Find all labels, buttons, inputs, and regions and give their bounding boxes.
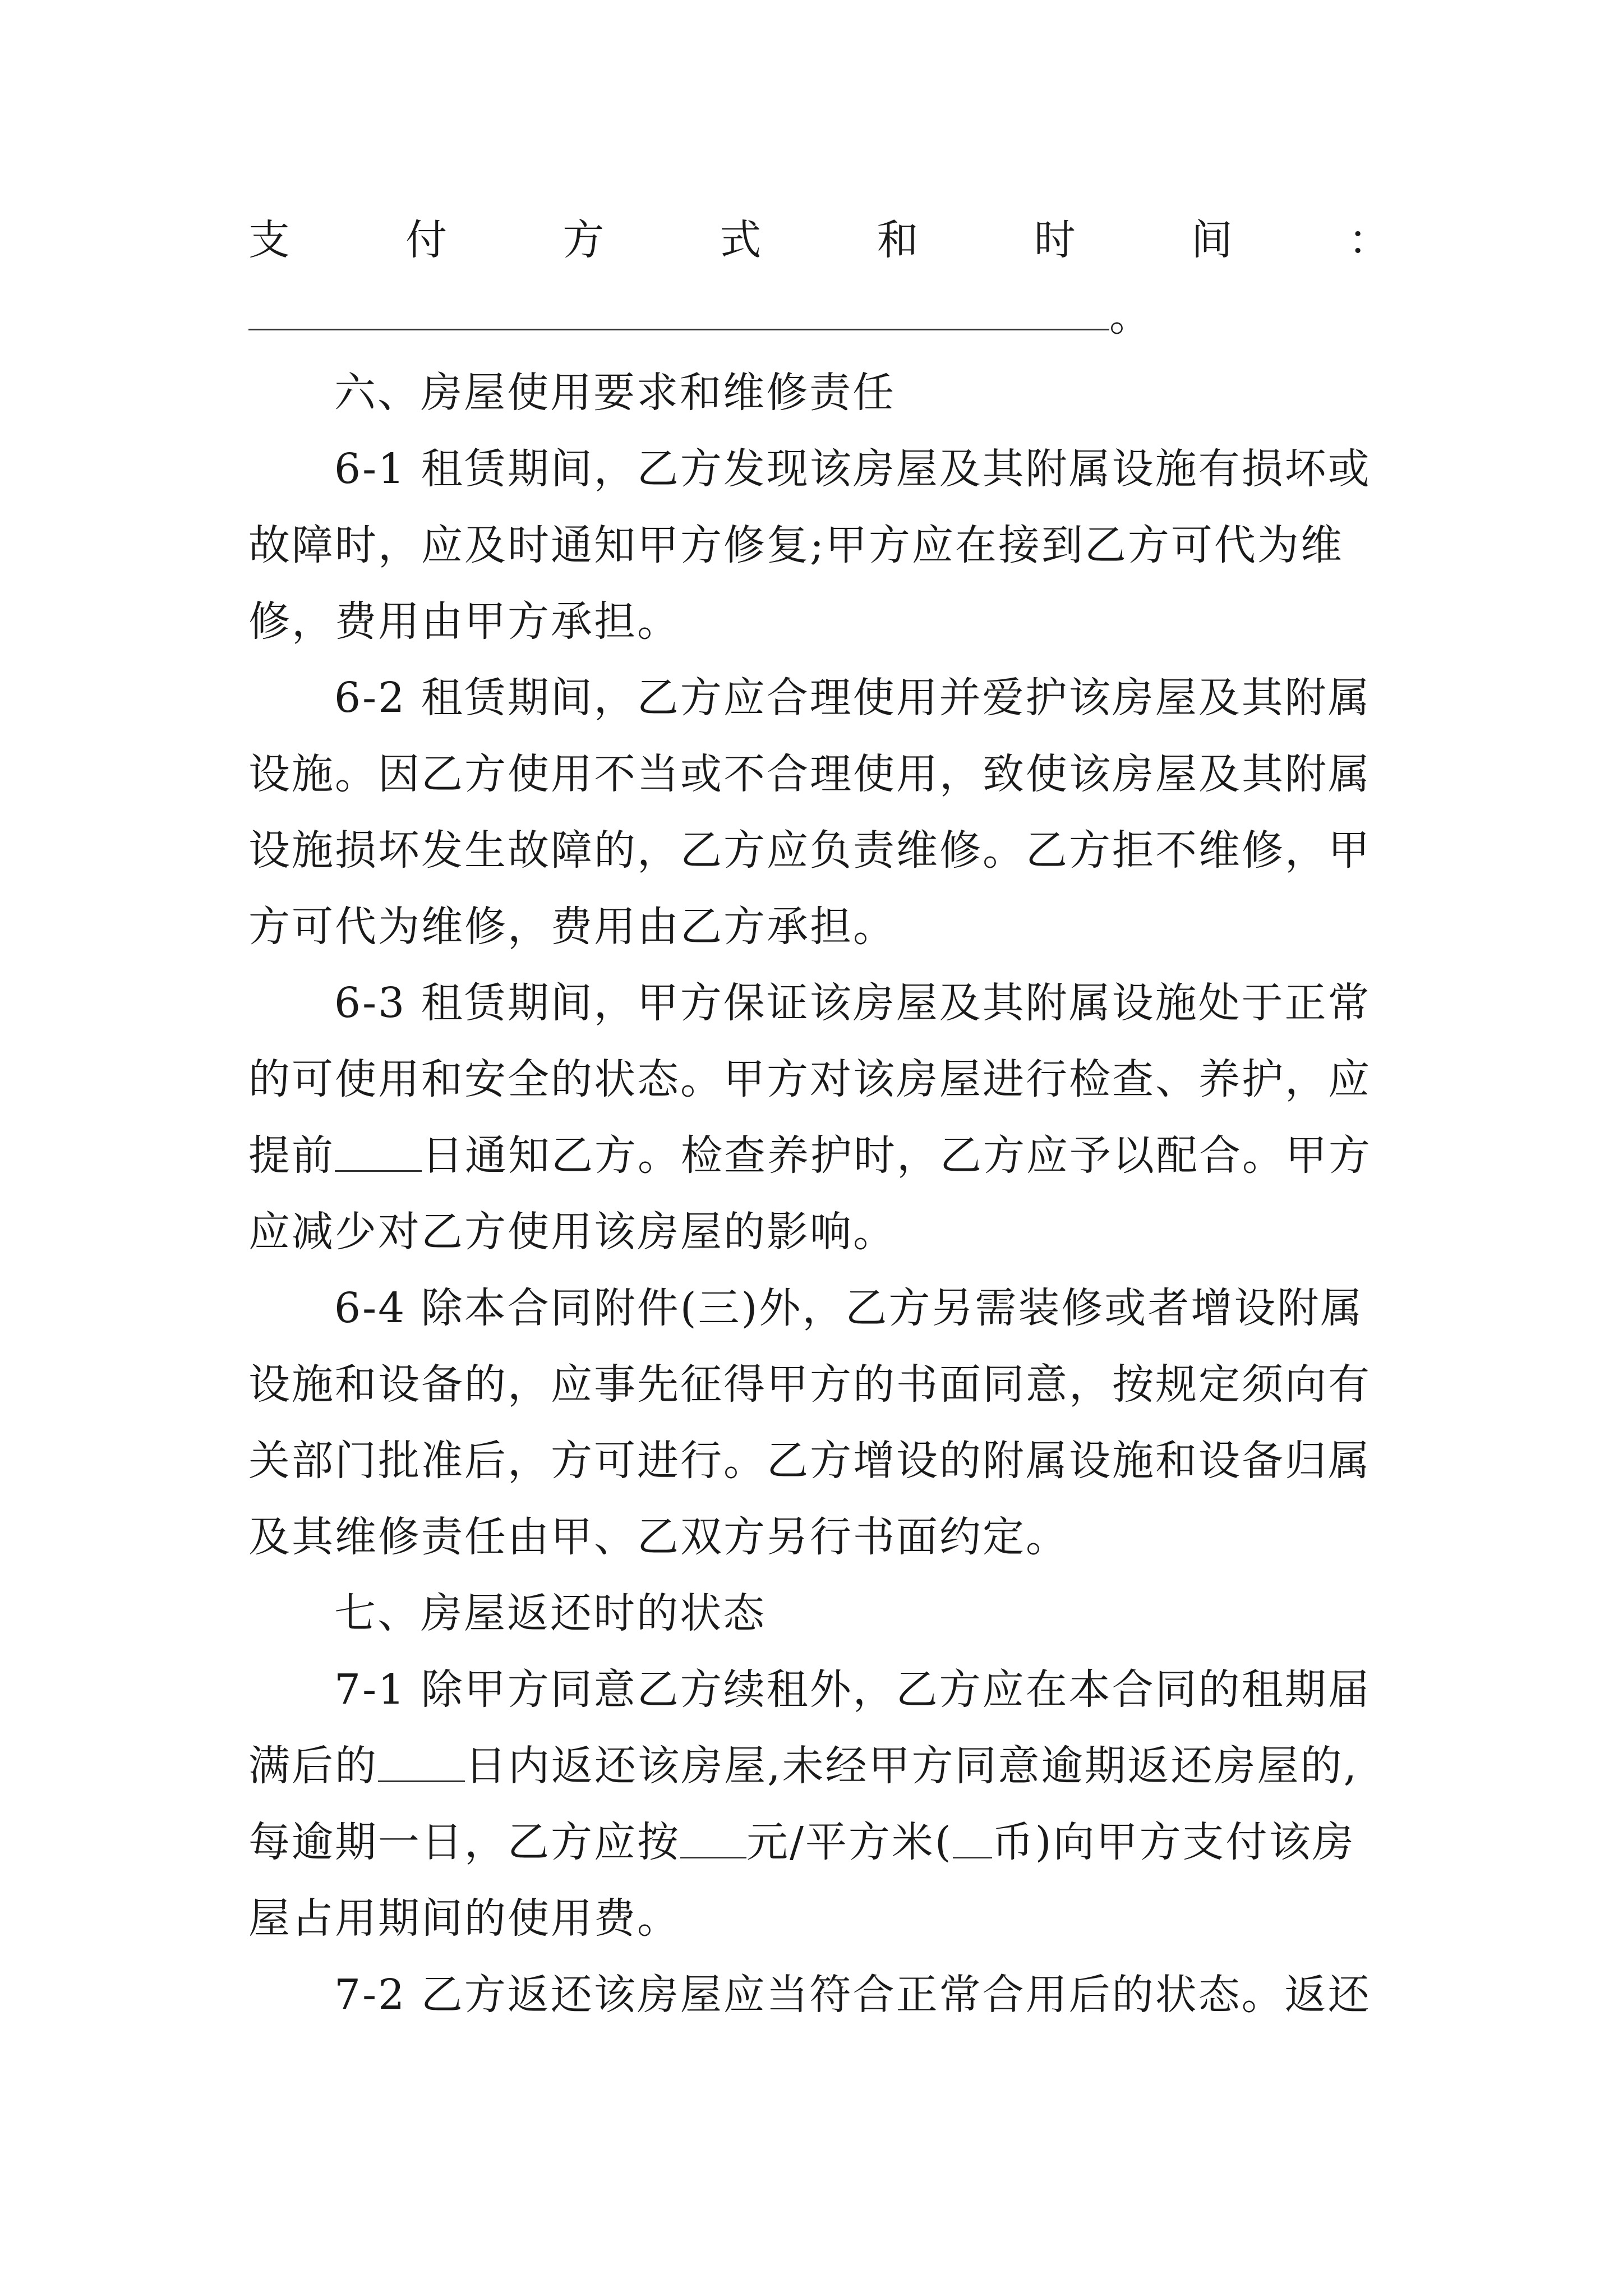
heading-char: 间 bbox=[1191, 216, 1233, 264]
payment-method-heading bbox=[248, 202, 1390, 278]
document-body bbox=[248, 202, 1390, 2033]
clause-6-3-line bbox=[248, 1117, 1390, 1194]
clause-6-2-line: 方可代为维修，费用由乙方承担。 bbox=[248, 903, 896, 951]
clause-7-1-line: 屋占用期间的使用费。 bbox=[248, 1894, 680, 1943]
clause-6-4-line: 关部门批准后，方可进行。乙方增设的附属设施和设备归属 bbox=[248, 1437, 1371, 1485]
clause-7-1-line: 7-1 除甲方同意乙方续租外，乙方应在本合同的租期届 bbox=[334, 1665, 1371, 1714]
clause-6-3-line: 6-3 租赁期间，甲方保证该房屋及其附属设施处于正常 bbox=[334, 979, 1371, 1027]
clause-6-1-line: 6-1 租赁期间，乙方发现该房屋及其附属设施有损坏或 bbox=[334, 445, 1371, 493]
days-blank[interactable] bbox=[335, 1131, 422, 1172]
clause-6-3-line: 应减少对乙方使用该房屋的影响。 bbox=[248, 1208, 896, 1256]
heading-char: 时 bbox=[1034, 216, 1076, 264]
clause-6-2-line: 设施。因乙方使用不当或不合理使用，致使该房屋及其附属 bbox=[248, 750, 1371, 798]
clause-6-2-line: 6-2 租赁期间，乙方应合理使用并爱护该房屋及其附属 bbox=[334, 674, 1371, 722]
clause-6-4-line: 6-4 除本合同附件(三)外，乙方另需装修或者增设附属 bbox=[334, 1284, 1364, 1332]
heading-char: 式 bbox=[720, 216, 762, 264]
heading-char: 付 bbox=[405, 216, 448, 264]
clause-7-1-line bbox=[248, 1728, 1390, 1804]
text-run: 每逾期一日，乙方应按 bbox=[248, 1818, 680, 1866]
clause-6-1-line: 故障时，应及时通知甲方修复;甲方应在接到乙方可代为维 bbox=[248, 521, 1344, 569]
clause-7-1-line bbox=[248, 1804, 1390, 1880]
text-run: 币)向甲方支付该房 bbox=[992, 1818, 1355, 1866]
text-run: 日内返还该房屋,未经甲方同意逾期返还房屋的, bbox=[465, 1742, 1359, 1790]
heading-char: ： bbox=[1348, 216, 1390, 264]
clause-6-2-line: 设施损坏发生故障的，乙方应负责维修。乙方拒不维修，甲 bbox=[248, 826, 1371, 875]
fill-in-blank[interactable] bbox=[248, 284, 1109, 330]
text-run: 元/平方米( bbox=[746, 1818, 953, 1866]
section-6-title: 六、房屋使用要求和维修责任 bbox=[334, 369, 896, 417]
clause-6-3-line: 的可使用和安全的状态。甲方对该房屋进行检查、养护，应 bbox=[248, 1055, 1371, 1103]
currency-blank[interactable] bbox=[953, 1818, 992, 1858]
clause-6-4-line: 设施和设备的，应事先征得甲方的书面同意，按规定须向有 bbox=[248, 1360, 1371, 1409]
clause-6-4-line: 及其维修责任由甲、乙双方另行书面约定。 bbox=[248, 1513, 1069, 1561]
payment-blank-line bbox=[248, 278, 1390, 355]
heading-char: 支 bbox=[248, 216, 290, 264]
text-run: 日通知乙方。检查养护时，乙方应予以配合。甲方 bbox=[422, 1131, 1372, 1180]
period: 。 bbox=[1109, 292, 1152, 341]
clause-7-2-line: 7-2 乙方返还该房屋应当符合正常合用后的状态。返还 bbox=[334, 1971, 1371, 2019]
days-blank[interactable] bbox=[378, 1741, 465, 1782]
clause-6-1-line: 修，费用由甲方承担。 bbox=[248, 597, 680, 646]
section-7-title: 七、房屋返还时的状态 bbox=[334, 1589, 766, 1637]
heading-char: 和 bbox=[877, 216, 919, 264]
price-blank[interactable] bbox=[680, 1818, 746, 1858]
heading-char: 方 bbox=[562, 216, 605, 264]
text-run: 满后的 bbox=[248, 1742, 378, 1790]
text-run: 提前 bbox=[248, 1131, 335, 1180]
